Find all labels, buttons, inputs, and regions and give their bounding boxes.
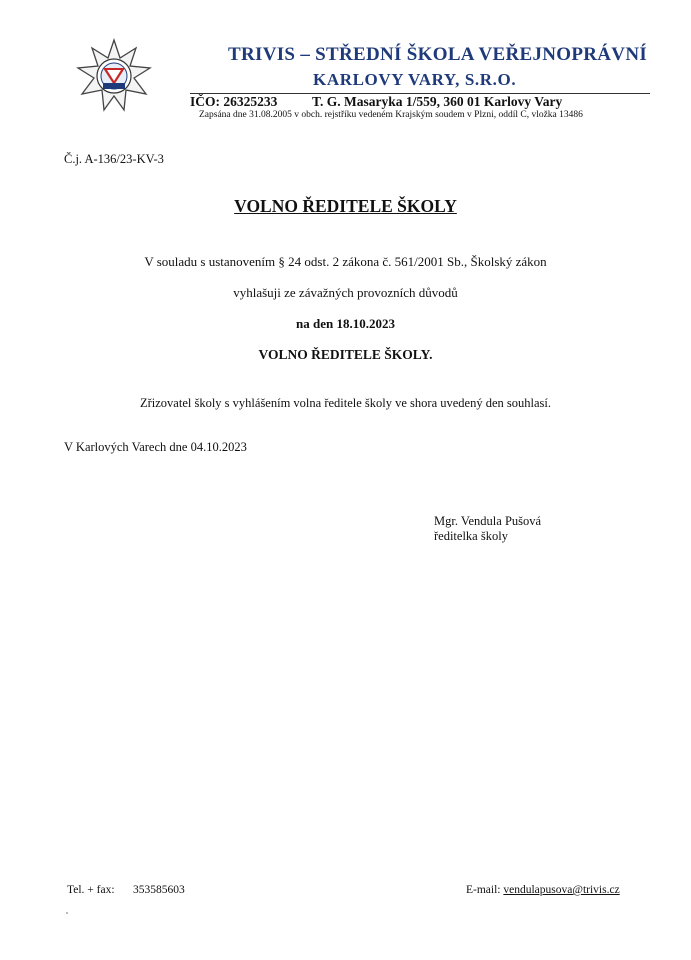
founder-consent-text: Zřizovatel školy s vyhlášením volna ředitele školy ve shora uvedený den souhlasí.: [139, 396, 552, 410]
school-name-line2: KARLOVY VARY, S.R.O.: [313, 70, 517, 89]
signatory-name: Mgr. Vendula Pušová: [434, 514, 542, 528]
school-logo: [76, 38, 152, 114]
company-id: IČO: 26325233: [190, 94, 278, 109]
school-address: T. G. Masaryka 1/559, 360 01 Karlovy Vary: [312, 94, 563, 109]
signatory-role: ředitelka školy: [434, 529, 508, 543]
reference-number: Č.j. A-136/23-KV-3: [64, 152, 164, 166]
school-name-line1: TRIVIS – STŘEDNÍ ŠKOLA VEŘEJNOPRÁVNÍ: [228, 44, 648, 65]
phone-number: 353585603: [133, 884, 185, 896]
announcement-text: VOLNO ŘEDITELE ŠKOLY.: [258, 347, 433, 362]
document-heading: VOLNO ŘEDITELE ŠKOLY: [234, 196, 457, 216]
email-label: E-mail:: [466, 884, 501, 896]
registration-note: Zapsána dne 31.08.2005 v obch. rejstříku vedeném Krajským soudem v Plzni, oddíl C, vložka 13486: [199, 110, 583, 120]
legal-basis-text: V souladu s ustanovením § 24 odst. 2 zákona č. 561/2001 Sb., Školský zákon: [144, 254, 547, 269]
email-link[interactable]: vendulapusova@trivis.cz: [503, 884, 620, 896]
email-block: [466, 884, 620, 896]
holiday-date: na den 18.10.2023: [296, 316, 395, 331]
page-mark: [66, 912, 68, 914]
place-and-date: V Karlových Varech dne 04.10.2023: [64, 440, 247, 454]
reason-text: vyhlašuji ze závažných provozních důvodů: [233, 285, 458, 300]
phone-label: Tel. + fax:: [67, 884, 115, 896]
